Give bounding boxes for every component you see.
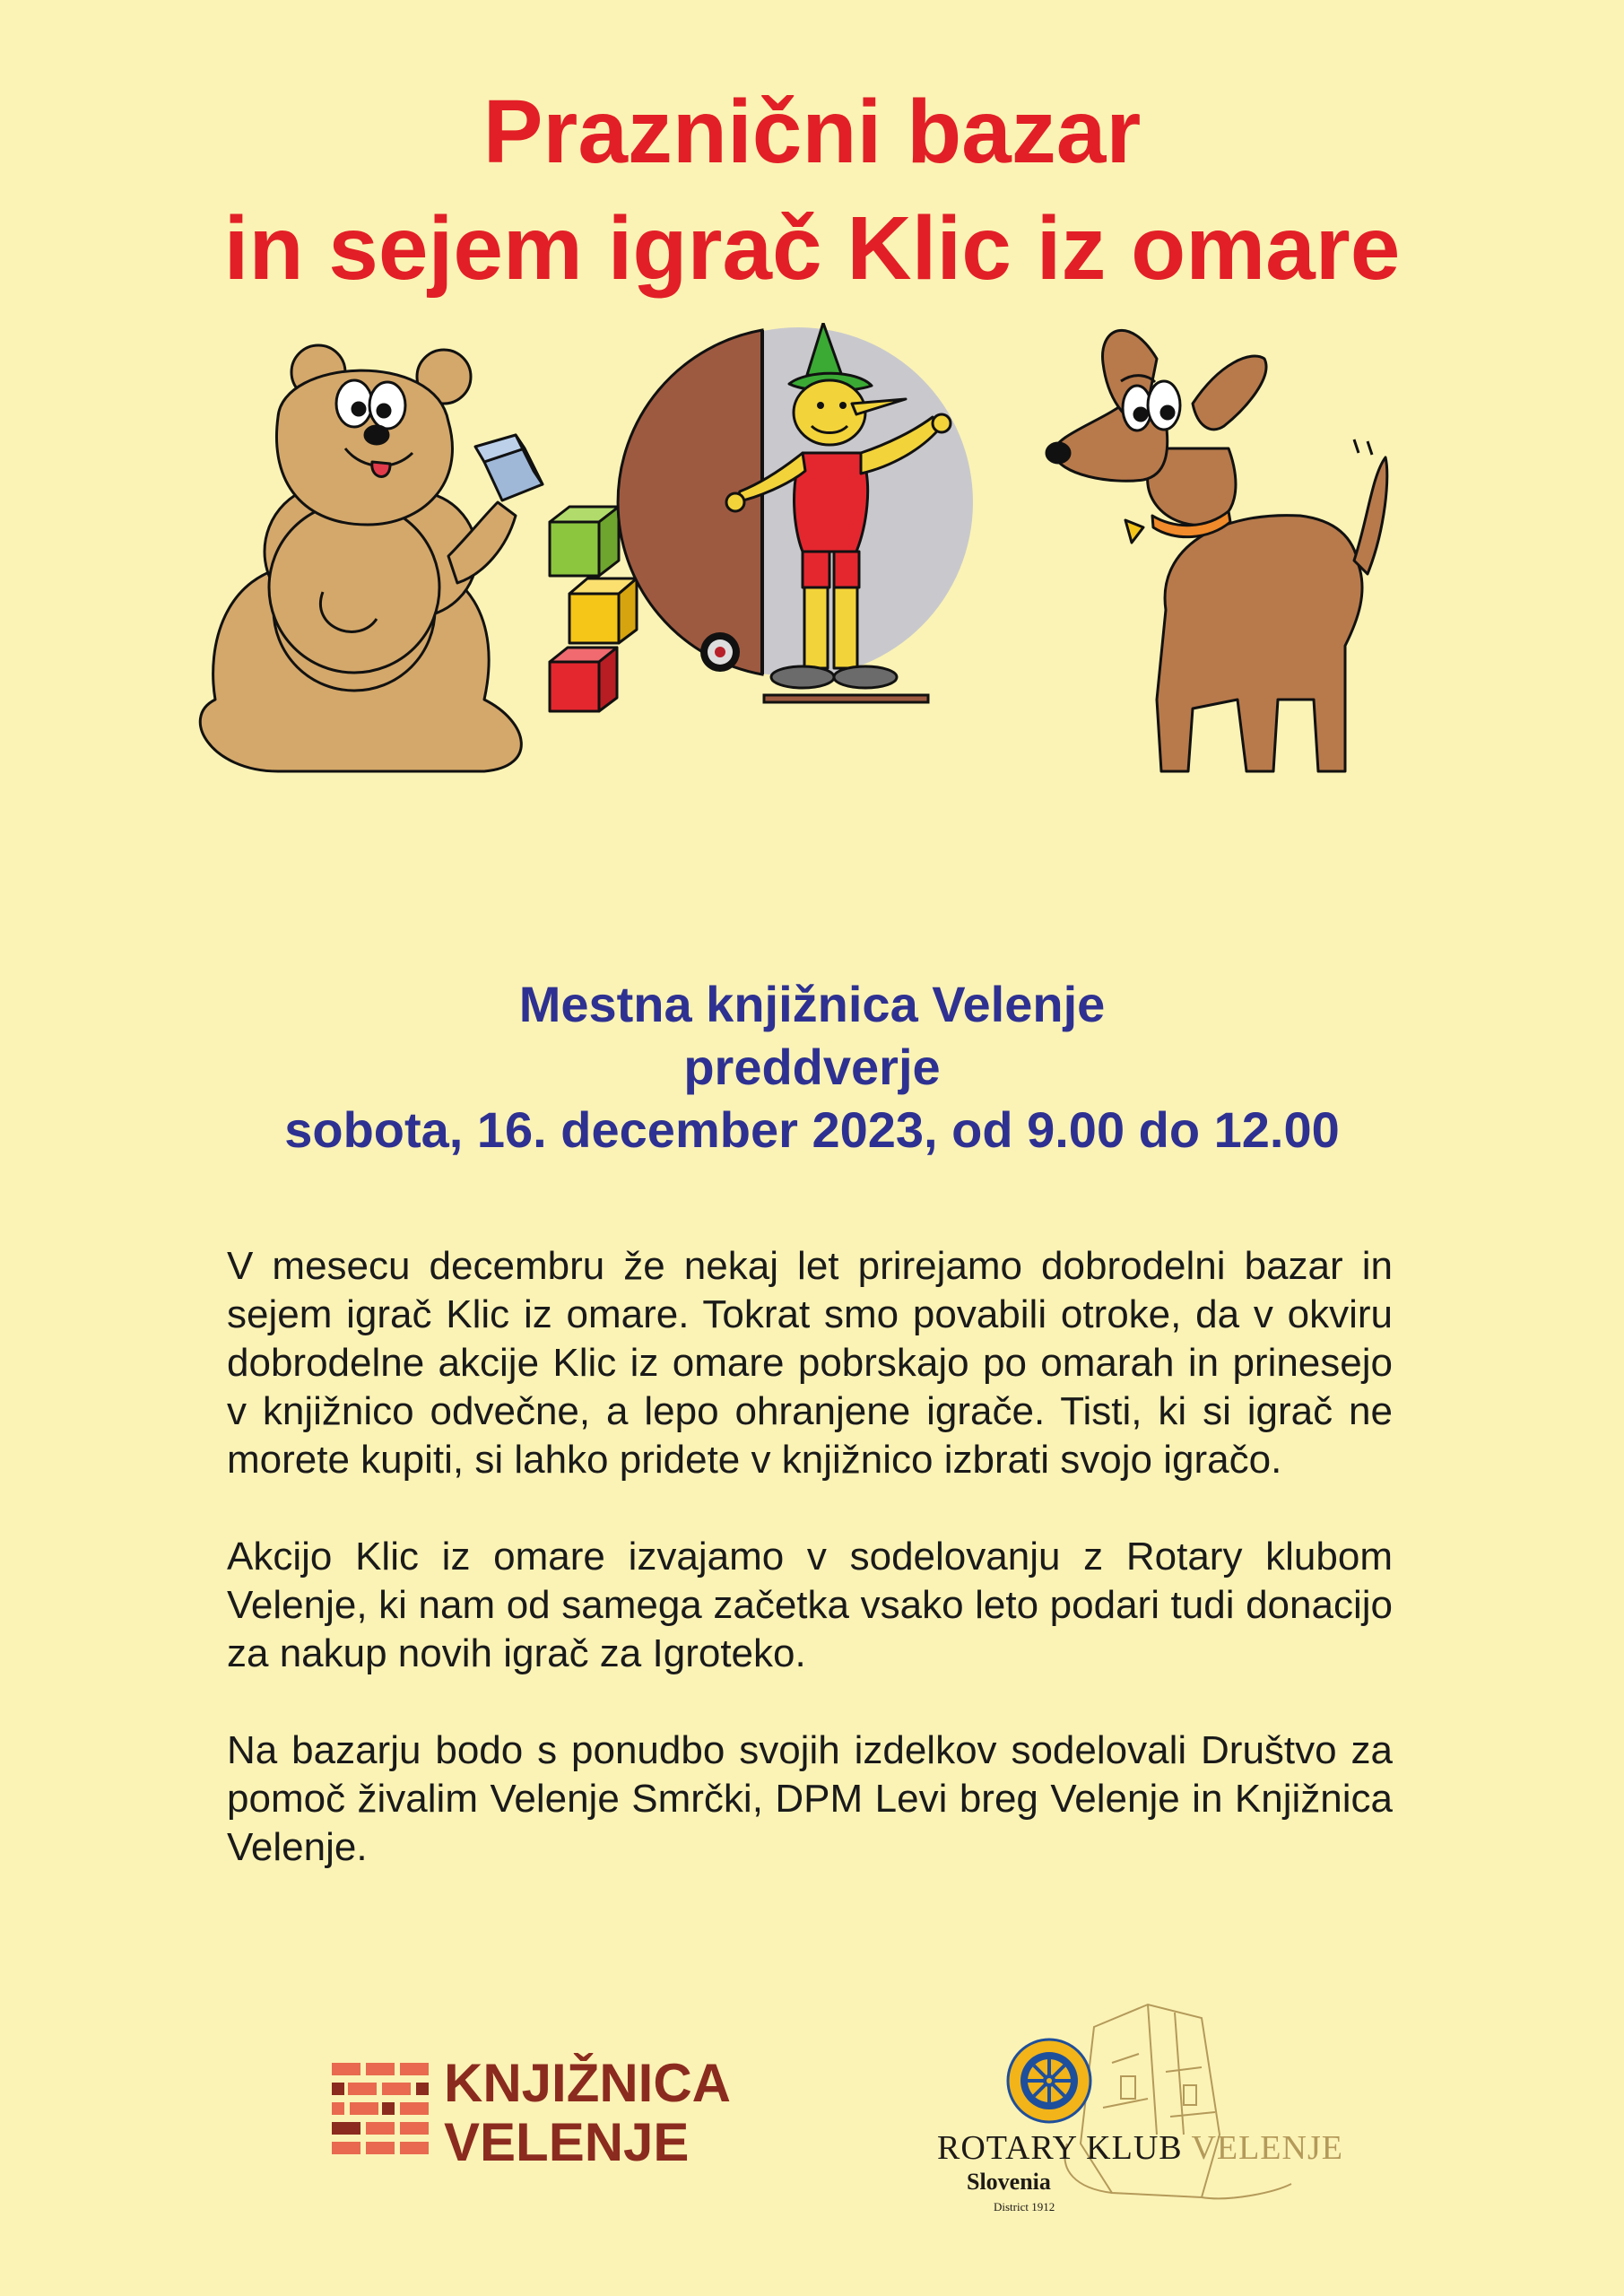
event-datetime: sobota, 16. december 2023, od 9.00 do 12.00	[284, 1101, 1340, 1158]
illustration	[0, 323, 1624, 951]
knjiznica-word: KNJIŽNICA	[444, 2053, 732, 2113]
paragraph-1: V mesecu decembru že nekaj let prirejamo dobrodelni bazar in sejem igrač Klic iz omare. Tokrat smo povabili otroke, da v okviru dobrodelne akcije Klic iz omare pobrskajo po omarah in prinesejo v knjižnico odvečne, a lepo ohranjene igrače. Tisti, ki si igrač ne morete kupiti, si lahko pridete v knjižnico izbrati svojo igračo.	[227, 1244, 1393, 1482]
title-line-2: in sejem igrač Klic iz omare	[223, 198, 1401, 299]
rotary-velenje-text: VELENJE	[1191, 2129, 1343, 2167]
knjiznica-velenje-logo	[332, 2054, 744, 2179]
brick-pattern-icon	[332, 2063, 430, 2170]
paragraph-2: Akcijo Klic iz omare izvajamo v sodelovanju z Rotary klubom Velenje, ki nam od samega začetka vsako leto podari tudi donacijo za nakup novih igrač za Igroteko.	[227, 1535, 1393, 1675]
title-line-1: Praznični bazar	[482, 82, 1142, 182]
event-area: preddverje	[683, 1039, 941, 1095]
rotary-country: Slovenia	[967, 2169, 1051, 2195]
paragraph-3: Na bazarju bodo s ponudbo svojih izdelkov sodelovali Društvo za pomoč živalim Velenje Smrčki, DPM Levi breg Velenje in Knjižnica Velenje.	[227, 1728, 1393, 1869]
rotary-wheel-icon	[1004, 2036, 1094, 2126]
rotary-klub-velenje-logo	[933, 2000, 1343, 2224]
velenje-word: VELENJE	[444, 2112, 690, 2172]
rotary-klub-text: ROTARY KLUB	[937, 2129, 1192, 2167]
blue-cube	[475, 435, 543, 500]
rotary-name	[937, 2128, 1343, 2168]
dog-illustration	[1046, 330, 1387, 771]
rotary-district: District 1912	[994, 2200, 1055, 2213]
body-text	[227, 1242, 1393, 1920]
pinocchio-cabinet-illustration	[618, 323, 973, 702]
teddy-bear-illustration	[200, 345, 521, 771]
event-venue: Mestna knjižnica Velenje	[518, 976, 1106, 1032]
event-info	[0, 973, 1624, 1161]
poster-title	[0, 74, 1624, 307]
